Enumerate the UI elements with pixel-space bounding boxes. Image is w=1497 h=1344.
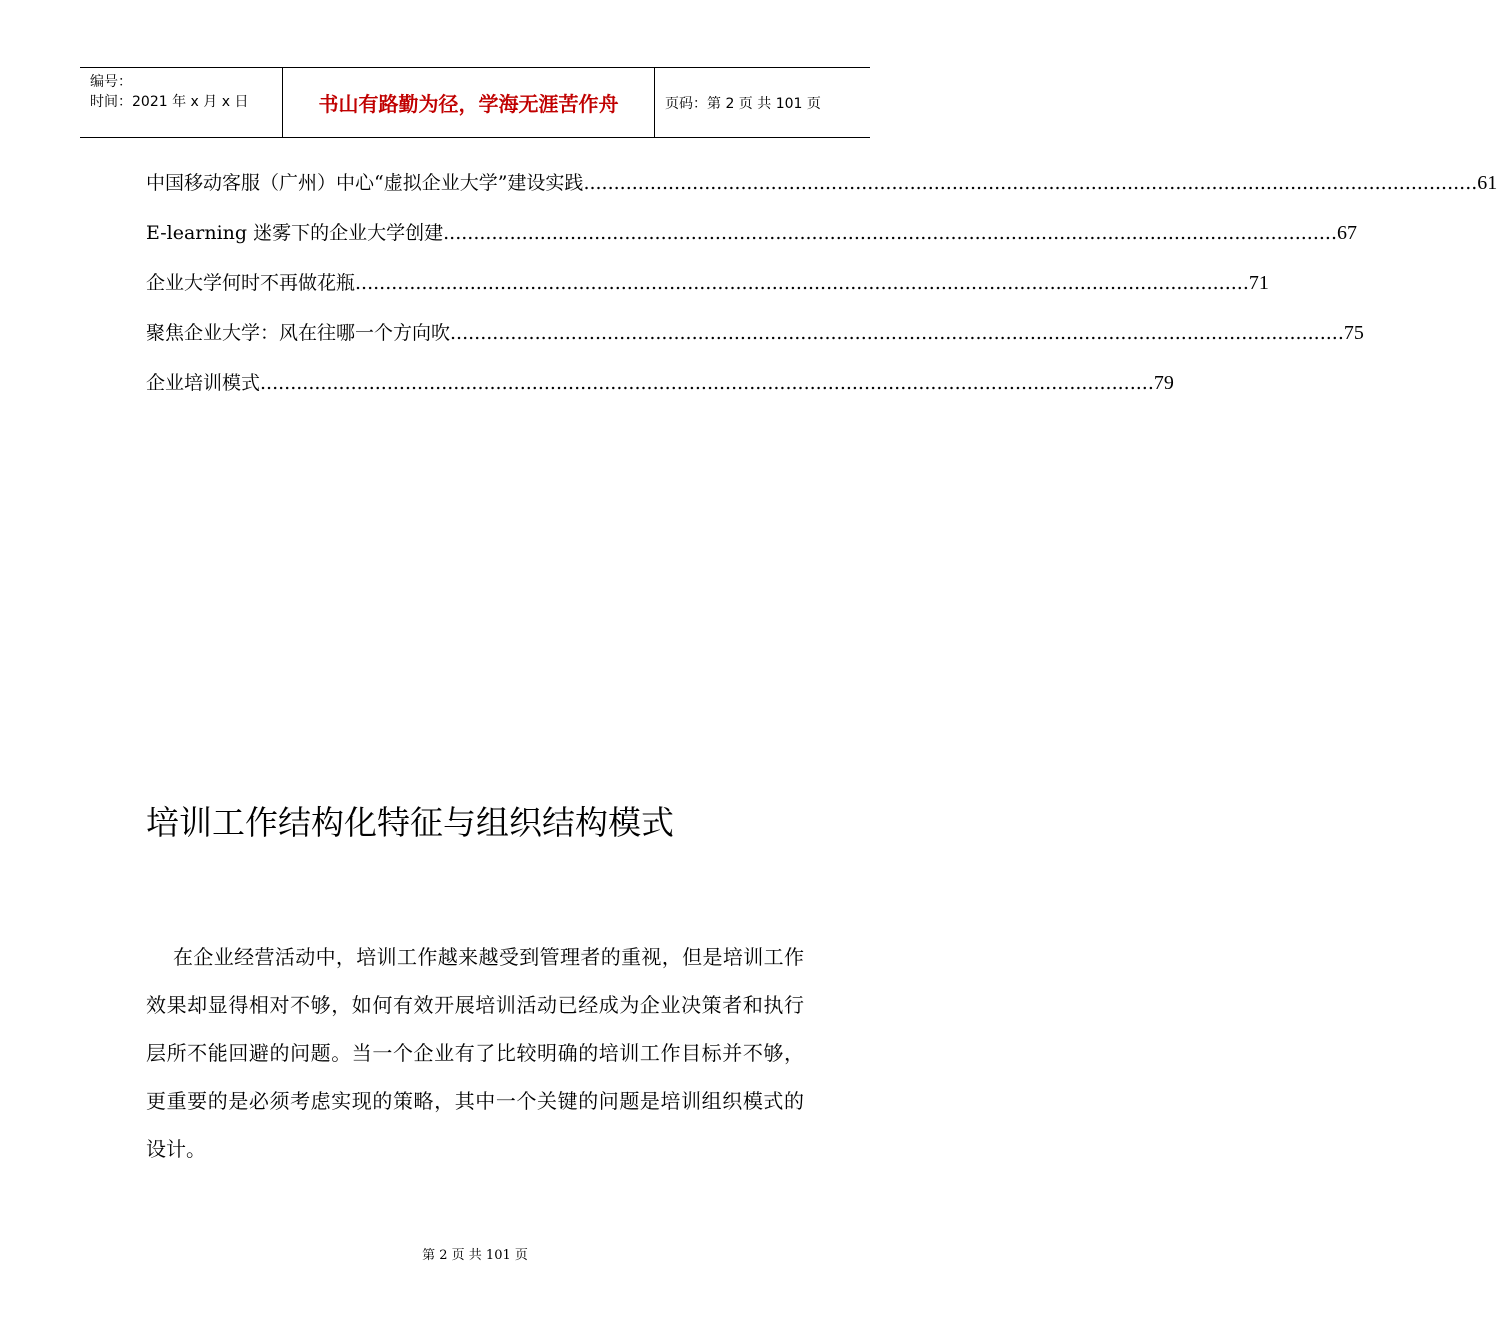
code-label: 编号：: [90, 74, 132, 90]
toc-entry[interactable]: [146, 268, 1269, 318]
page-footer: 第 2 页 共 101 页: [422, 1248, 528, 1263]
page-header: [80, 67, 870, 138]
toc-entry-page: 75: [1343, 322, 1364, 344]
toc-entry-title: 企业大学何时不再做花瓶: [146, 272, 356, 294]
toc-leader-dots: ....................................................................................................................................................: [443, 222, 1337, 244]
header-page-info: 页码：第 2 页 共 101 页: [665, 95, 821, 112]
toc-entry-page: 61: [1477, 172, 1497, 194]
toc-entry[interactable]: [146, 218, 1357, 268]
toc-entry[interactable]: [146, 168, 1497, 218]
section-heading: 培训工作结构化特征与组织结构模式: [146, 803, 674, 842]
header-meta: [80, 68, 282, 137]
toc-entry-title: E-learning 迷雾下的企业大学创建: [146, 222, 444, 244]
body-paragraph: 在企业经营活动中，培训工作越来越受到管理者的重视，但是培训工作效果却显得相对不够，如何有效开展培训活动已经成为企业决策者和执行层所不能回避的问题。当一个企业有了比较明确的培训工作目标并不够，更重要的是必须考虑实现的策略，其中一个关键的问题是培训组织模式的设计。: [146, 945, 804, 1161]
toc-entry-page: 71: [1248, 272, 1269, 294]
toc-entry-title: 聚焦企业大学：风在往哪一个方向吹: [146, 322, 451, 344]
table-of-contents: [146, 168, 1497, 418]
toc-entry[interactable]: [146, 318, 1364, 368]
toc-entry[interactable]: [146, 368, 1174, 418]
toc-leader-dots: ....................................................................................................................................................: [355, 272, 1249, 294]
header-motto: 书山有路勤为径，学海无涯苦作舟: [282, 68, 655, 137]
toc-entry-title: 企业培训模式: [146, 372, 261, 394]
toc-leader-dots: ....................................................................................................................................................: [450, 322, 1344, 344]
toc-entry-page: 79: [1153, 372, 1174, 394]
toc-entry-title: 中国移动客服（广州）中心“虚拟企业大学”建设实践: [146, 172, 584, 194]
toc-entry-page: 67: [1337, 222, 1357, 244]
date-label: 时间：2021 年 x 月 x 日: [90, 94, 249, 110]
toc-leader-dots: ....................................................................................................................................................: [583, 172, 1478, 194]
toc-leader-dots: ....................................................................................................................................................: [260, 372, 1154, 394]
